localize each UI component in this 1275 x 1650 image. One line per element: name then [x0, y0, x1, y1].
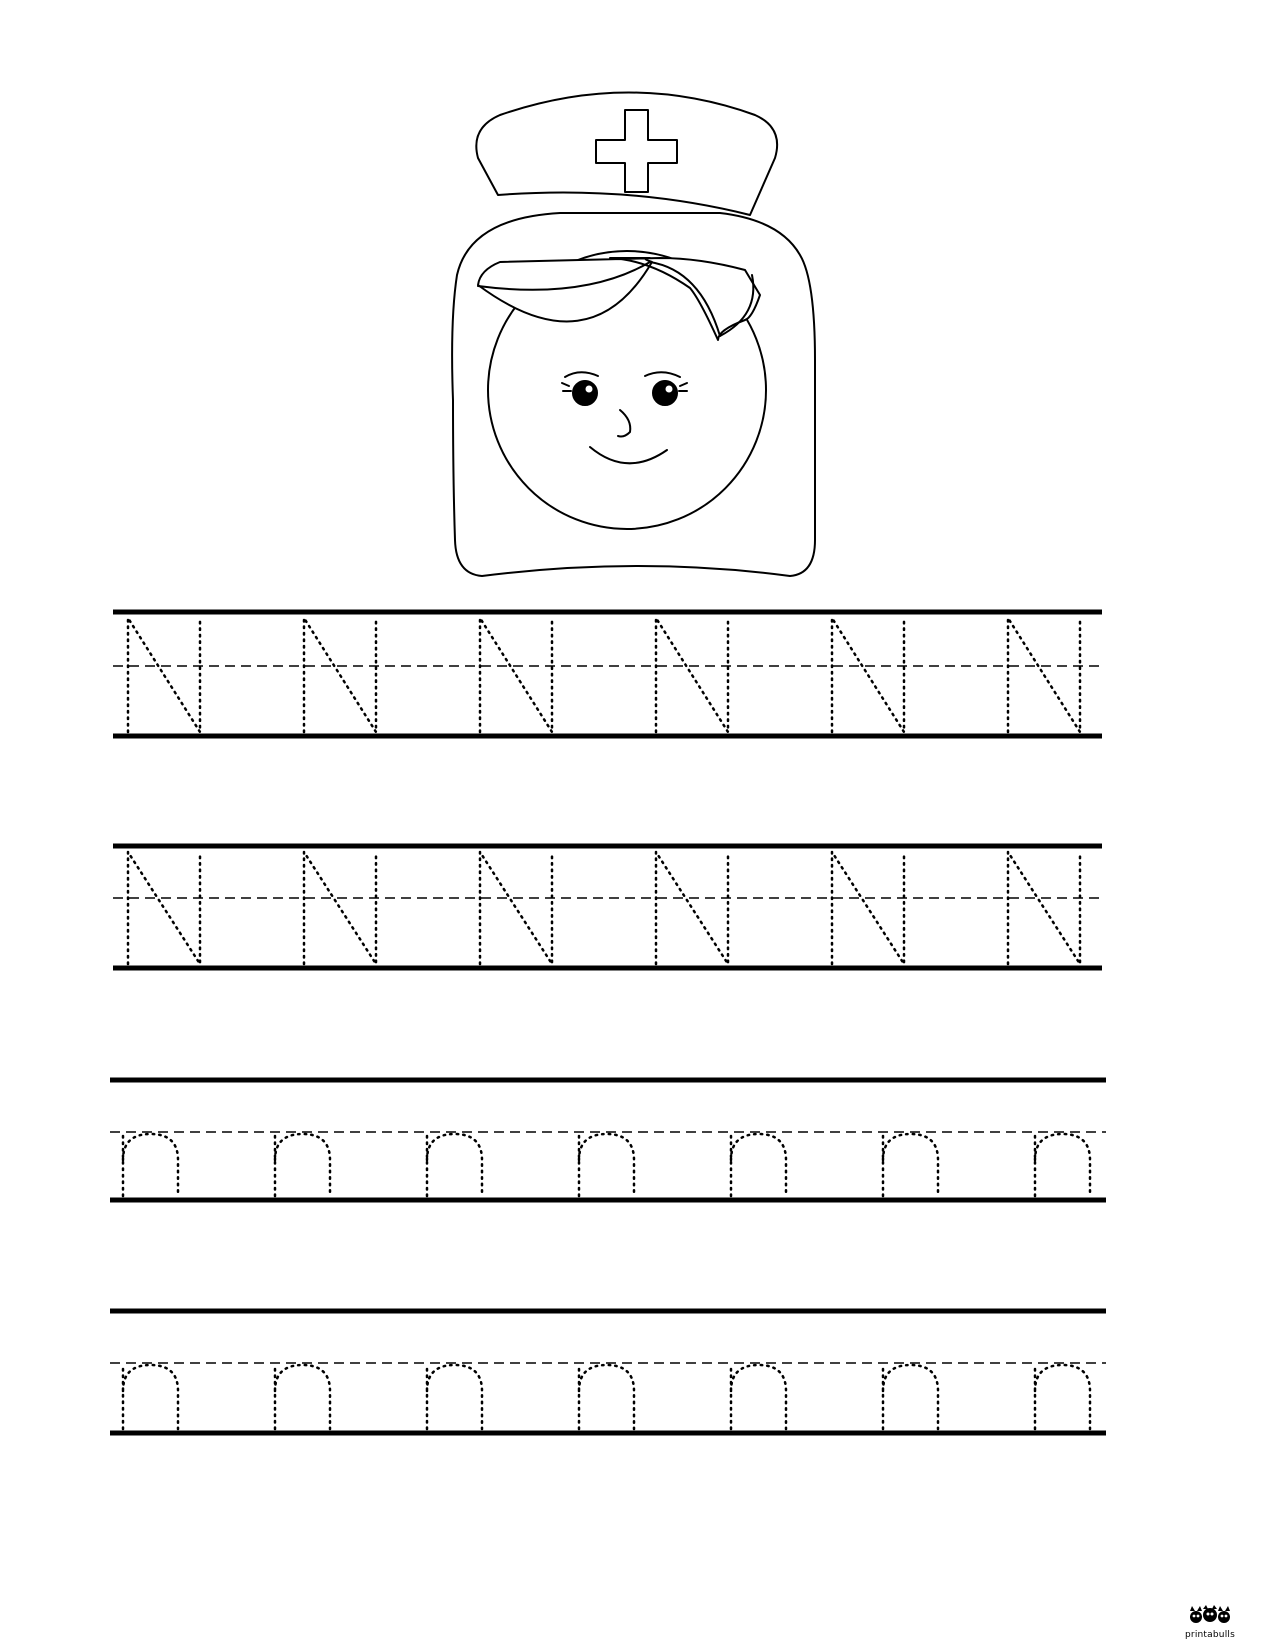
- trace-letter-N: [1008, 618, 1080, 732]
- trace-letter-N: [832, 852, 904, 964]
- trace-letter-N: [480, 852, 552, 964]
- trace-letter-N: [128, 618, 200, 732]
- trace-letter-N: [128, 852, 200, 964]
- trace-letter-n: [275, 1134, 330, 1196]
- trace-letter-n: [1035, 1134, 1090, 1196]
- tracing-row-upper: [113, 846, 1102, 968]
- trace-letter-n: [427, 1134, 482, 1196]
- brand-text: printabulls: [1185, 1630, 1235, 1640]
- trace-letter-N: [656, 618, 728, 732]
- tracing-rows: [110, 612, 1106, 1433]
- trace-letter-n: [123, 1365, 178, 1429]
- right-eye: [653, 381, 677, 405]
- trace-letter-n: [883, 1134, 938, 1196]
- trace-letter-N: [832, 618, 904, 732]
- trace-letter-N: [480, 618, 552, 732]
- brand-logo: [1170, 1605, 1250, 1645]
- trace-letter-N: [304, 852, 376, 964]
- nurse-icon: [452, 93, 815, 577]
- tracing-row-upper: [113, 612, 1102, 736]
- dogs-logo-icon: [1186, 1605, 1234, 1627]
- trace-letter-n: [579, 1134, 634, 1196]
- trace-letter-n: [731, 1134, 786, 1196]
- trace-letter-N: [656, 852, 728, 964]
- trace-letter-n: [883, 1365, 938, 1429]
- trace-letter-N: [304, 618, 376, 732]
- trace-letter-n: [275, 1365, 330, 1429]
- trace-letter-N: [1008, 852, 1080, 964]
- trace-letter-n: [579, 1365, 634, 1429]
- trace-letter-n: [731, 1365, 786, 1429]
- trace-letter-n: [1035, 1365, 1090, 1429]
- trace-letter-n: [123, 1134, 178, 1196]
- tracing-row-lower: [110, 1080, 1106, 1200]
- left-eye: [573, 381, 597, 405]
- trace-letter-n: [427, 1365, 482, 1429]
- tracing-row-lower: [110, 1311, 1106, 1433]
